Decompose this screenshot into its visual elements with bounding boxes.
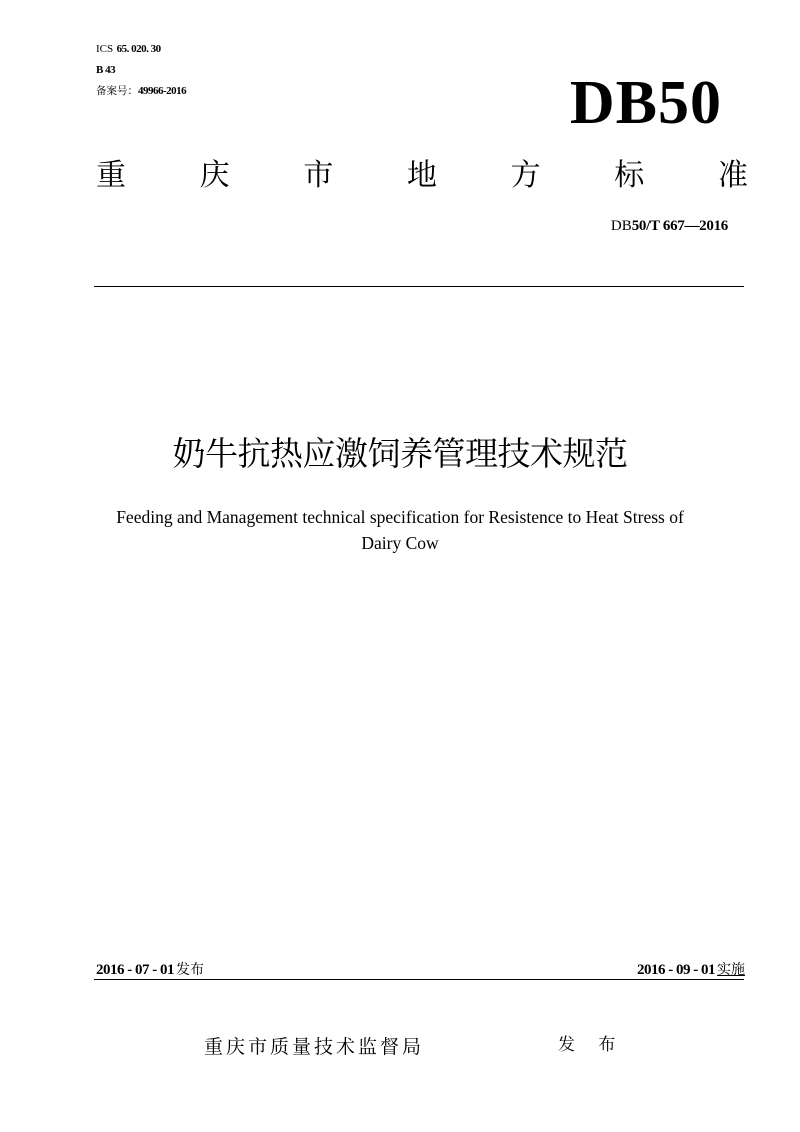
filing-number	[96, 84, 186, 98]
filing-label: 备案号：	[96, 85, 138, 97]
category-char: 市	[303, 158, 334, 193]
footer-divider	[94, 979, 744, 980]
title-chinese: 奶牛抗热应激饲养管理技术规范	[172, 434, 628, 473]
class-code	[96, 63, 115, 77]
category-char: 准	[717, 158, 748, 193]
category-char: 方	[510, 158, 541, 193]
category-char: 标	[614, 158, 645, 193]
release-date	[96, 959, 204, 979]
standard-number-prefix: DB	[610, 218, 632, 234]
class-code-value: B 43	[96, 64, 116, 76]
effective-date	[637, 959, 745, 979]
standard-category	[96, 156, 748, 196]
release-date-value: 2016 - 07 - 01	[96, 962, 174, 978]
title-english-line: Dairy Cow	[361, 533, 439, 553]
ics-value: 65. 020. 30	[116, 43, 161, 55]
filing-value: 49966-2016	[138, 85, 187, 97]
ics-label: ICS	[96, 43, 114, 55]
publish-action: 发 布	[558, 1035, 625, 1055]
standard-number-rest: 50/T 667—2016	[631, 218, 728, 234]
title-english-line: Feeding and Management technical specification for Resistence to Heat Stress of	[116, 507, 684, 527]
effective-label: 实施	[717, 962, 745, 978]
release-label: 发布	[176, 962, 204, 978]
effective-date-value: 2016 - 09 - 01	[637, 962, 715, 978]
ics-code	[96, 42, 161, 56]
title-english	[80, 504, 720, 556]
header-divider	[94, 286, 744, 287]
publisher-name: 重庆市质量技术监督局	[204, 1036, 425, 1058]
category-char: 重	[96, 158, 126, 193]
category-char: 庆	[199, 158, 230, 193]
standard-number	[611, 218, 728, 235]
category-char: 地	[406, 158, 437, 193]
db-mark: DB50	[569, 69, 722, 137]
